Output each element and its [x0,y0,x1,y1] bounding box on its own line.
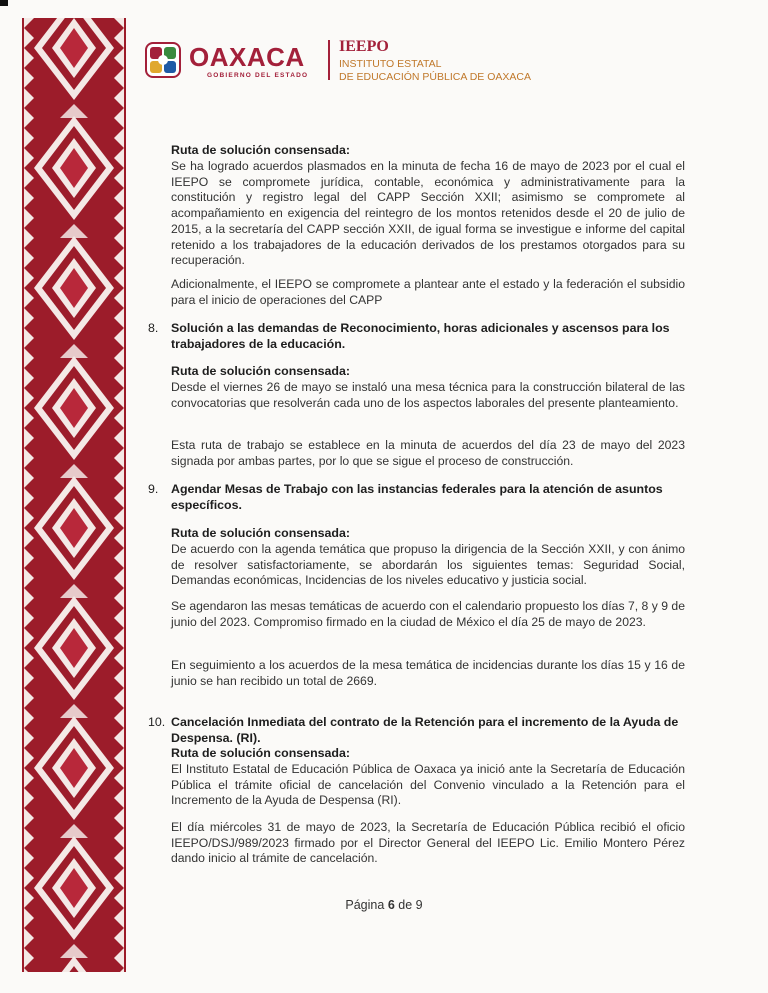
page-current: 6 [387,898,395,912]
ruta-paragraph-9c: En seguimiento a los acuerdos de la mesa temática de incidencias durante los días 15 y 16 de junio se han recibido un total de 2669. [171,658,685,688]
adicional-paragraph: Adicionalmente, el IEEPO se compromete a plantear ante el estado y la federación el subsidio para el inicio de operaciones del CAPP [171,277,685,307]
item-title-9: Agendar Mesas de Trabajo con las instancias federales para la atención de asuntos específicos. [171,482,663,512]
page-total: 9 [415,898,423,912]
item-title-10: Cancelación Inmediata del contrato de la Retención para el incremento de la Ayuda de Despensa. (RI). [171,715,679,745]
ieepo-name-line-2: DE EDUCACIÓN PÚBLICA DE OAXACA [339,71,531,83]
page-label: Página [345,898,385,912]
page-of-label: de [398,898,413,912]
item-number-10: 10. [148,715,166,729]
ruta-paragraph-9b: Se agendaron las mesas temáticas de acuerdo con el calendario propuesto los días 7, 8 y 9 de junio del 2023. Compromiso firmado en la ciudad de México el día 25 de mayo de 2023. [171,599,685,629]
ruta-paragraph-7: Se ha logrado acuerdos plasmados en la minuta de fecha 16 de mayo de 2023 por el cual el IEEPO se compromete jurídica, contable, económica y administrativamente para la constitución y registro legal del CAPP Sección XXII; asimismo se compromete al acompañamiento en exigencia del reintegro de los montos retenidos desde el 20 de julio de 2015, a la secretaría del CAPP sección XXII, de igual forma se investigue e informe del capital retenido a los trabajadores de la educación derivados de los prestamos otorgados para su recuperación. [171,159,685,268]
ruta-heading-9: Ruta de solución consensada: [171,526,351,540]
item-number-9: 9. [148,482,159,496]
gobierno-del-estado-label: GOBIERNO DEL ESTADO [207,72,309,79]
ruta-paragraph-9a: De acuerdo con la agenda temática que propuso la dirigencia de la Sección XXII, y con ánimo de resolver satisfactoriamente, se abordarán los siguientes temas: Seguridad Social, Demandas económicas, Incidencias de los niveles educativo y justicia social. [171,542,685,588]
ruta-heading-8: Ruta de solución consensada: [171,364,351,378]
ieepo-name-line-1: INSTITUTO ESTATAL [339,58,442,70]
ruta-paragraph-8b: Esta ruta de trabajo se establece en la minuta de acuerdos del día 23 de mayo del 2023 signada por ambas partes, por lo que se sigue el proceso de construcción. [171,438,685,468]
ruta-paragraph-10a: El Instituto Estatal de Educación Pública de Oaxaca ya inició ante la Secretaría de Educación Pública el trámite oficial de cancelación del Convenio vinculado a la Retención para el Incremento de la Ayuda de Despensa (RI). [171,762,685,808]
item-title-8: Solución a las demandas de Reconocimiento, horas adicionales y ascensos para los trabajadores de la educación. [171,321,670,351]
ruta-paragraph-8a: Desde el viernes 26 de mayo se instaló una mesa técnica para la construcción bilateral de las convocatorias que resolverán cada uno de los aspectos laborales del presente planteamiento. [171,380,685,410]
item-number-8: 8. [148,321,159,335]
ruta-heading-10: Ruta de solución consensada: [171,746,351,760]
ruta-paragraph-10b: El día miércoles 31 de mayo de 2023, la Secretaría de Educación Pública recibió el oficio IEEPO/DSJ/989/2023 firmado por el Director General del IEEPO Lic. Emilio Montero Pérez dando inicio al trámite de cancelación. [171,820,685,866]
ruta-heading-7: Ruta de solución consensada: [171,143,351,157]
ieepo-acronym: IEEPO [339,38,389,55]
oaxaca-wordmark: OAXACA [189,42,305,72]
page-footer [0,898,768,912]
